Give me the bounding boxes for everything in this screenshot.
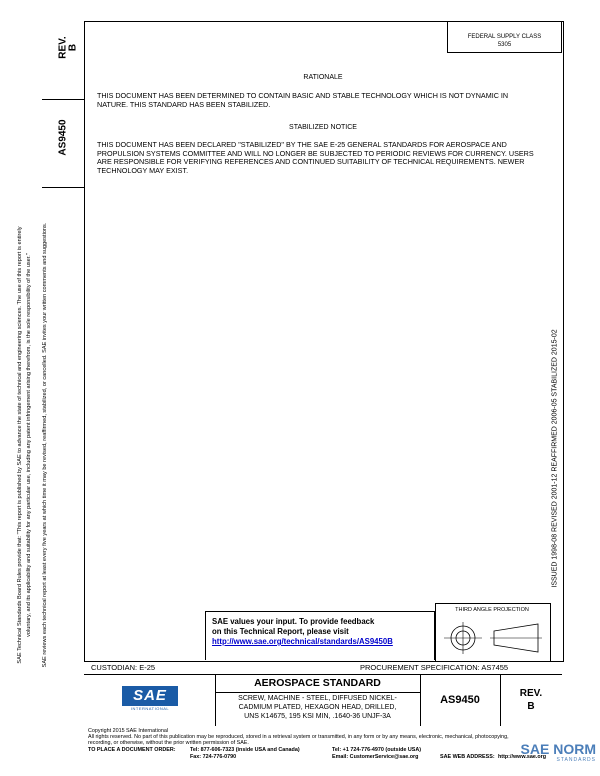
- sae-logo-subtext: INTERNATIONAL: [130, 706, 170, 711]
- stabilized-notice-heading: STABILIZED NOTICE: [289, 124, 357, 131]
- federal-supply-class: [447, 21, 562, 53]
- standard-rev-label: REV.: [519, 688, 543, 699]
- standard-desc-line2: CADMIUM PLATED, HEXAGON HEAD, DRILLED,: [238, 704, 397, 711]
- federal-supply-value: 5305: [497, 42, 512, 48]
- watermark: [484, 741, 596, 765]
- footer-tel-outside: Tel: +1 724-776-4970 (outside USA): [332, 747, 422, 753]
- sae-logo: [122, 686, 178, 712]
- standard-divider: [215, 692, 420, 693]
- feedback-link[interactable]: http://www.sae.org/technical/standards/AS9450B: [212, 637, 393, 646]
- standard-desc-line3: UNS K14675, 195 KSI MIN, .1640-36 UNJF-3A: [244, 713, 391, 720]
- footer-tel: Tel: 877-606-7323 (inside USA and Canada): [190, 747, 300, 753]
- standard-desc-line1: SCREW, MACHINE - STEEL, DIFFUSED NICKEL-: [238, 695, 397, 702]
- watermark-subtext: STANDARDS: [556, 757, 596, 763]
- standard-description: [215, 694, 420, 721]
- feedback-line2: on this Technical Report, please visit: [212, 627, 349, 636]
- document-history: ISSUED 1998-08 REVISED 2001-12 REAFFIRMED 2006-05 STABILIZED 2015-02: [551, 329, 559, 588]
- feedback-line1: SAE values your input. To provide feedback: [212, 617, 375, 626]
- header-doc-number: AS9450: [57, 119, 69, 156]
- side-notice-line3: SAE reviews each technical report at least every five years at which time it may be revised, reaffirmed, stabilized, or cancelled. SAE invites your written comments and suggestions.: [42, 222, 48, 668]
- third-angle-projection-symbol: [440, 618, 544, 658]
- header-rev-value: B: [67, 43, 79, 52]
- federal-supply-label: FEDERAL SUPPLY CLASS: [467, 34, 542, 40]
- procurement-specification: PROCUREMENT SPECIFICATION: AS7455: [360, 663, 509, 672]
- header-rev-label: REV.: [57, 36, 69, 59]
- footer-copyright: Copyright 2015 SAE International: [88, 728, 169, 734]
- feedback-box: [205, 611, 435, 660]
- footer-rights-line1: All rights reserved. No part of this publication may be reproduced, stored in a retrieval system or transmitted, in any form or by any means, electronic, mechanical, photocopying,: [88, 734, 509, 740]
- footer-email: Email: CustomerService@sae.org: [332, 754, 419, 760]
- footer-web: http://www.sae.org: [498, 754, 547, 760]
- rationale-heading: RATIONALE: [303, 74, 343, 81]
- document-frame: [84, 21, 564, 662]
- footer-web-label: SAE WEB ADDRESS:: [440, 754, 495, 760]
- footer-order-label: TO PLACE A DOCUMENT ORDER:: [88, 747, 176, 753]
- sae-logo-text: SAE: [122, 686, 178, 706]
- stabilized-notice-text: THIS DOCUMENT HAS BEEN DECLARED "STABILIZED" BY THE SAE E-25 GENERAL STANDARDS FOR AEROSPACE AND PROPULSION SYSTEMS COMMITTEE AND WILL NO LONGER BE SUBJECTED TO PERIODIC REVIEWS FOR CURRENCY. USERS ARE RESPONSIBLE FOR VERIFYING REFERENCES AND CONTINUED SUITABILITY OF TECHNICAL REQUIREMENTS. NEWER TECHNOLOGY MAY EXIST.: [97, 140, 534, 175]
- side-notice-line2: voluntary, and its applicability and suitability for any particular use, including any patent infringement arising therefrom, is the sole responsibility of the user.": [26, 253, 32, 637]
- standard-rev-value: B: [527, 701, 535, 712]
- standard-title: AEROSPACE STANDARD: [254, 677, 381, 689]
- footer-rights-line2: recording, or otherwise, without the prior written permission of SAE.: [88, 740, 249, 746]
- standard-number: AS9450: [440, 694, 480, 706]
- side-notice-line1: SAE Technical Standards Board Rules provide that: "This report is published by SAE to advance the state of technical and engineering sciences. The use of this report is entirely: [17, 226, 23, 664]
- custodian: CUSTODIAN: E-25: [91, 663, 156, 672]
- third-angle-projection-label: THIRD ANGLE PROJECTION: [455, 607, 529, 613]
- footer-fax: Fax: 724-776-0790: [190, 754, 237, 760]
- watermark-text: SAE NORM: [520, 741, 596, 757]
- rationale-text: THIS DOCUMENT HAS BEEN DETERMINED TO CONTAIN BASIC AND STABLE TECHNOLOGY WHICH IS NOT DYNAMIC IN NATURE. THIS STANDARD HAS BEEN STABILIZED.: [97, 91, 509, 109]
